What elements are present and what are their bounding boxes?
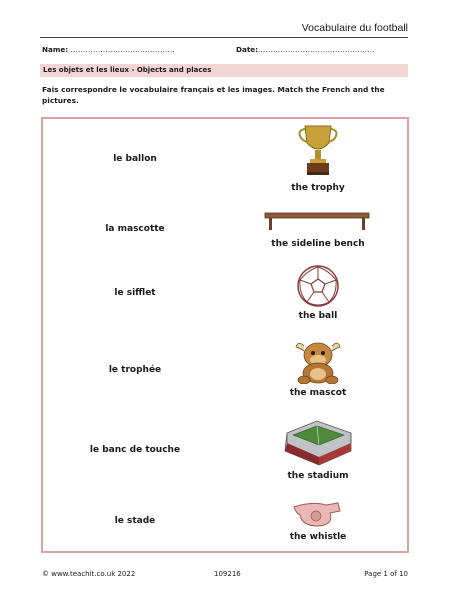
french-word-sifflet: le sifflet [114,288,156,298]
caption-mascot: the mascot [289,388,347,398]
mascot-icon [294,338,342,384]
french-word-trophee: le trophée [108,365,162,375]
header-divider [40,37,408,38]
ball-icon [295,264,341,308]
date-field[interactable] [236,45,375,54]
footer-copyright: © www.teachit.co.uk 2022 [42,570,136,578]
caption-stadium: the stadium [287,471,349,481]
french-word-ballon: le ballon [113,154,157,164]
footer-code: 109216 [214,570,241,578]
french-word-banc: le banc de touche [89,445,181,455]
french-word-stade: le stade [114,516,156,526]
footer-page: Page 1 of 10 [364,570,408,578]
caption-ball: the ball [298,311,338,321]
caption-trophy: the trophy [291,183,345,193]
stadium-icon [281,415,355,467]
section-title: Les objets et les lieux - Objects and places [40,64,408,77]
instructions: Fais correspondre le vocabulaire français et les images. Match the French and the pictures. [42,85,385,105]
caption-whistle: the whistle [289,532,347,542]
caption-bench: the sideline bench [271,239,365,249]
date-label: Date: [236,45,259,54]
date-dots: ............................................... [258,45,375,54]
name-dots: .......................................... [70,45,175,54]
name-field[interactable] [42,45,175,54]
page-title: Vocabulaire du football [301,22,408,34]
whistle-icon [292,499,344,529]
trophy-icon [297,123,339,177]
bench-icon [264,210,370,232]
name-label: Name: [42,45,69,54]
french-word-mascotte: la mascotte [105,224,165,234]
